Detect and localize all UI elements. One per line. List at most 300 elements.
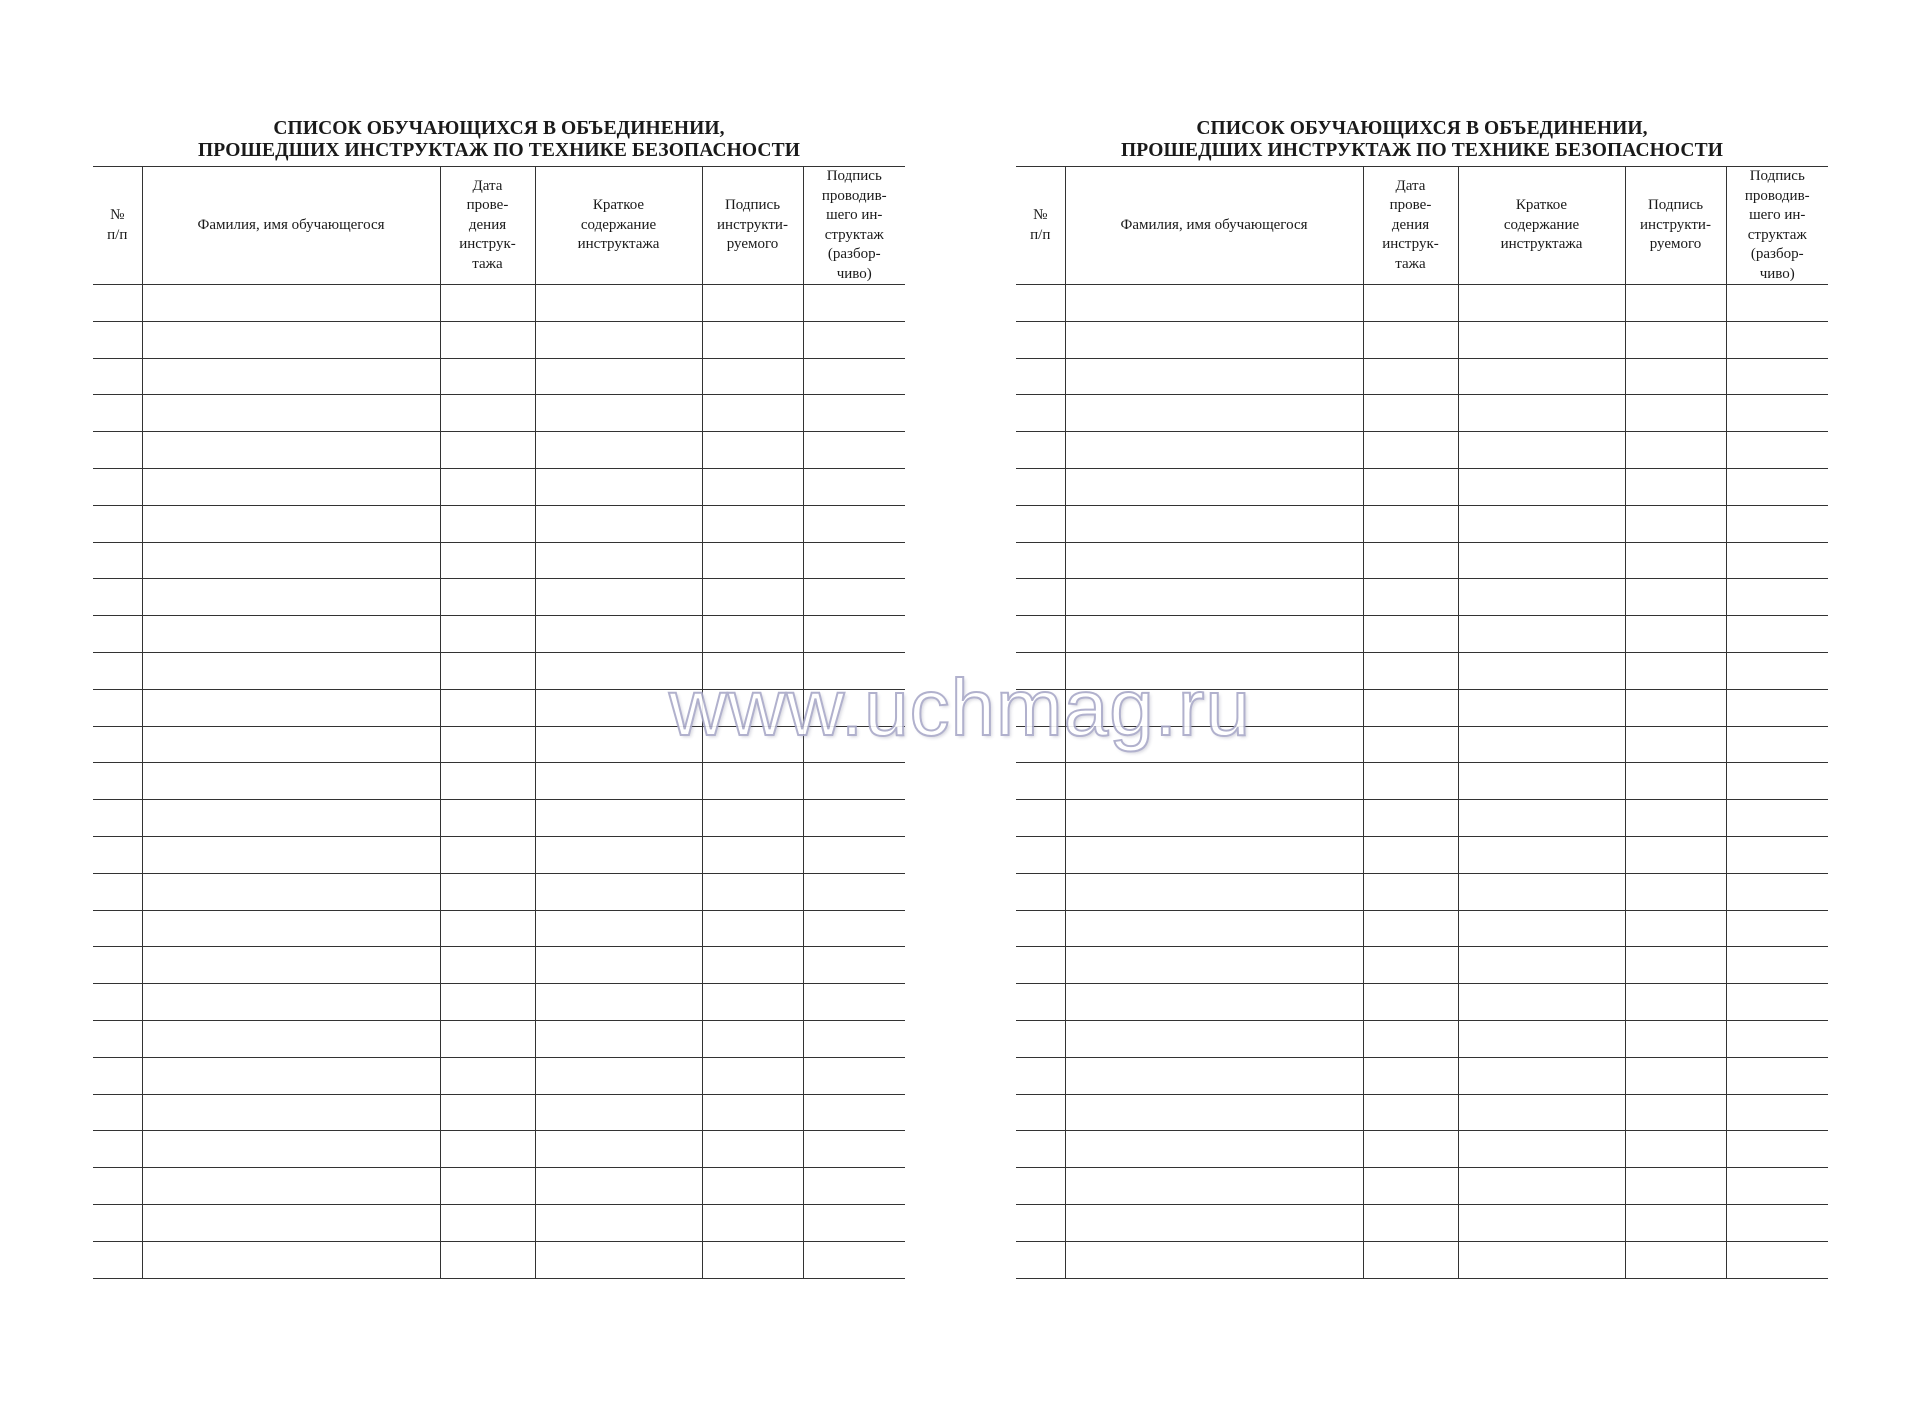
cell-name [142,432,440,469]
cell-name [142,836,440,873]
cell-instructor-sign [803,285,905,322]
cell-student-sign [1625,652,1726,689]
cell-num [93,763,142,800]
cell-name [1065,1241,1363,1278]
cell-student-sign [1625,910,1726,947]
cell-student-sign [1625,836,1726,873]
cell-student-sign [1625,1168,1726,1205]
cell-num [1016,579,1065,616]
cell-instructor-sign [803,542,905,579]
cell-num [93,652,142,689]
table-row [93,1094,905,1131]
cell-instructor-sign [803,836,905,873]
table-row [1016,432,1828,469]
cell-date [1363,321,1458,358]
table-row [93,468,905,505]
cell-instructor-sign [1726,910,1828,947]
cell-name [1065,689,1363,726]
cell-date [440,1057,535,1094]
cell-name [1065,984,1363,1021]
cell-num [1016,873,1065,910]
table-row [1016,689,1828,726]
cell-instructor-sign [803,432,905,469]
cell-date [1363,652,1458,689]
cell-content [1458,836,1625,873]
cell-num [93,910,142,947]
table-row [1016,947,1828,984]
cell-content [1458,579,1625,616]
cell-student-sign [1625,616,1726,653]
cell-num [93,1094,142,1131]
table-row [93,285,905,322]
cell-instructor-sign [803,726,905,763]
table-row [1016,836,1828,873]
cell-name [1065,1168,1363,1205]
header-content: Краткое содержание инструктажа [1458,167,1625,285]
table-body [93,285,905,1279]
cell-student-sign [702,395,803,432]
cell-date [1363,763,1458,800]
cell-name [1065,1131,1363,1168]
cell-date [440,689,535,726]
title-line-2: ПРОШЕДШИХ ИНСТРУКТАЖ ПО ТЕХНИКЕ БЕЗОПАСНОСТИ [198,140,800,161]
table-row [93,542,905,579]
table-row [93,432,905,469]
cell-student-sign [702,763,803,800]
cell-num [93,689,142,726]
table-row [1016,1057,1828,1094]
cell-content [535,947,702,984]
cell-student-sign [1625,1131,1726,1168]
header-student-sign: Подпись инструкти- руемого [1625,167,1726,285]
cell-content [1458,947,1625,984]
cell-instructor-sign [803,579,905,616]
cell-student-sign [702,616,803,653]
header-date: Дата прове- дения инструк- тажа [1363,167,1458,285]
cell-num [1016,836,1065,873]
cell-date [1363,432,1458,469]
cell-content [1458,1241,1625,1278]
cell-num [1016,689,1065,726]
header-name: Фамилия, имя обучающегося [142,167,440,285]
cell-num [1016,1020,1065,1057]
cell-date [1363,395,1458,432]
cell-instructor-sign [803,1094,905,1131]
cell-content [1458,1168,1625,1205]
cell-name [1065,763,1363,800]
table-row [93,652,905,689]
cell-instructor-sign [803,800,905,837]
cell-student-sign [702,285,803,322]
table-row [93,321,905,358]
cell-student-sign [702,947,803,984]
cell-instructor-sign [1726,1057,1828,1094]
cell-name [1065,726,1363,763]
cell-name [1065,285,1363,322]
cell-num [93,616,142,653]
table-row [1016,1204,1828,1241]
cell-instructor-sign [803,984,905,1021]
cell-date [440,468,535,505]
cell-num [93,1131,142,1168]
cell-instructor-sign [1726,800,1828,837]
cell-num [93,395,142,432]
cell-content [1458,1094,1625,1131]
cell-content [535,395,702,432]
cell-student-sign [1625,395,1726,432]
cell-name [142,652,440,689]
table-row [1016,579,1828,616]
cell-instructor-sign [1726,1168,1828,1205]
cell-name [1065,616,1363,653]
cell-instructor-sign [803,763,905,800]
cell-name [1065,432,1363,469]
cell-date [1363,505,1458,542]
cell-instructor-sign [1726,1241,1828,1278]
cell-num [93,505,142,542]
cell-num [1016,358,1065,395]
cell-content [535,910,702,947]
cell-num [1016,395,1065,432]
cell-instructor-sign [803,689,905,726]
page-title [1016,118,1828,162]
page-title [93,118,905,162]
cell-name [142,726,440,763]
cell-content [535,321,702,358]
cell-student-sign [702,542,803,579]
cell-instructor-sign [803,321,905,358]
cell-date [440,358,535,395]
cell-date [1363,1204,1458,1241]
cell-name [1065,468,1363,505]
cell-student-sign [702,358,803,395]
cell-content [1458,800,1625,837]
cell-name [1065,579,1363,616]
cell-name [142,1020,440,1057]
cell-date [1363,726,1458,763]
table-row [1016,652,1828,689]
cell-num [93,1204,142,1241]
cell-num [1016,1204,1065,1241]
cell-date [1363,285,1458,322]
header-num: № п/п [93,167,142,285]
cell-date [440,836,535,873]
cell-date [440,1094,535,1131]
cell-student-sign [1625,285,1726,322]
table-row [93,579,905,616]
cell-content [535,1094,702,1131]
header-instructor-sign: Подпись проводив- шего ин- структаж (разбор- чиво) [803,167,905,285]
cell-content [535,358,702,395]
table-row [1016,1241,1828,1278]
title-line-2: ПРОШЕДШИХ ИНСТРУКТАЖ ПО ТЕХНИКЕ БЕЗОПАСНОСТИ [1121,140,1723,161]
briefing-table [93,166,905,1279]
cell-content [535,1241,702,1278]
cell-num [93,542,142,579]
cell-instructor-sign [803,1204,905,1241]
cell-num [93,1241,142,1278]
cell-instructor-sign [803,505,905,542]
header-content: Краткое содержание инструктажа [535,167,702,285]
cell-name [142,468,440,505]
cell-content [1458,1204,1625,1241]
cell-instructor-sign [1726,836,1828,873]
cell-date [1363,1131,1458,1168]
cell-num [1016,726,1065,763]
cell-student-sign [1625,984,1726,1021]
table-row [93,1168,905,1205]
cell-name [1065,321,1363,358]
cell-date [440,321,535,358]
cell-name [142,1131,440,1168]
cell-date [1363,984,1458,1021]
cell-name [1065,947,1363,984]
cell-instructor-sign [1726,432,1828,469]
cell-name [142,1241,440,1278]
cell-student-sign [1625,873,1726,910]
cell-name [1065,1020,1363,1057]
cell-date [440,947,535,984]
table-row [93,505,905,542]
table-row [93,836,905,873]
cell-student-sign [702,1094,803,1131]
cell-date [1363,542,1458,579]
table-row [1016,616,1828,653]
cell-date [1363,800,1458,837]
header-num: № п/п [1016,167,1065,285]
table-row [1016,800,1828,837]
cell-student-sign [1625,1241,1726,1278]
cell-num [1016,1094,1065,1131]
cell-num [1016,542,1065,579]
cell-content [1458,1020,1625,1057]
cell-date [440,542,535,579]
cell-date [1363,1020,1458,1057]
table-row [93,984,905,1021]
cell-student-sign [1625,1094,1726,1131]
cell-content [1458,468,1625,505]
cell-instructor-sign [1726,873,1828,910]
cell-num [1016,432,1065,469]
cell-date [1363,1094,1458,1131]
header-name: Фамилия, имя обучающегося [1065,167,1363,285]
cell-instructor-sign [1726,579,1828,616]
cell-instructor-sign [1726,395,1828,432]
cell-num [93,984,142,1021]
cell-name [142,1057,440,1094]
cell-date [440,432,535,469]
cell-content [1458,285,1625,322]
cell-content [1458,1057,1625,1094]
cell-student-sign [702,1057,803,1094]
cell-student-sign [1625,763,1726,800]
cell-name [142,321,440,358]
cell-instructor-sign [1726,285,1828,322]
table-row [93,726,905,763]
watermark: www.uchmag.ru [668,663,1252,752]
cell-date [1363,836,1458,873]
left-page [93,118,905,1279]
cell-name [142,616,440,653]
cell-student-sign [702,505,803,542]
cell-num [1016,285,1065,322]
cell-content [1458,910,1625,947]
table-row [93,1204,905,1241]
cell-instructor-sign [1726,1131,1828,1168]
cell-name [142,910,440,947]
table-row [1016,726,1828,763]
table-row [93,910,905,947]
cell-content [1458,321,1625,358]
cell-instructor-sign [803,616,905,653]
cell-name [1065,1057,1363,1094]
cell-name [1065,836,1363,873]
cell-name [142,579,440,616]
cell-student-sign [1625,542,1726,579]
table-row [1016,984,1828,1021]
cell-student-sign [702,1204,803,1241]
cell-date [440,395,535,432]
table-row [93,1241,905,1278]
table-row [1016,1094,1828,1131]
cell-name [142,542,440,579]
cell-instructor-sign [803,910,905,947]
cell-name [142,763,440,800]
cell-num [93,358,142,395]
table-row [93,947,905,984]
cell-date [1363,1057,1458,1094]
cell-instructor-sign [803,1057,905,1094]
cell-content [1458,616,1625,653]
cell-instructor-sign [803,468,905,505]
cell-content [535,1168,702,1205]
cell-name [142,984,440,1021]
cell-content [535,1131,702,1168]
cell-student-sign [702,432,803,469]
table-row [1016,910,1828,947]
cell-instructor-sign [1726,1204,1828,1241]
cell-num [93,432,142,469]
cell-name [142,800,440,837]
cell-student-sign [1625,689,1726,726]
title-line-1: СПИСОК ОБУЧАЮЩИХСЯ В ОБЪЕДИНЕНИИ, [1196,118,1648,139]
cell-student-sign [702,1020,803,1057]
cell-instructor-sign [803,873,905,910]
cell-student-sign [1625,505,1726,542]
cell-date [440,616,535,653]
cell-student-sign [1625,358,1726,395]
cell-student-sign [702,1241,803,1278]
table-row [1016,505,1828,542]
cell-content [1458,689,1625,726]
cell-student-sign [1625,1057,1726,1094]
cell-date [1363,358,1458,395]
cell-student-sign [702,579,803,616]
cell-instructor-sign [1726,1094,1828,1131]
cell-date [1363,579,1458,616]
cell-student-sign [702,873,803,910]
cell-num [1016,1168,1065,1205]
cell-num [1016,800,1065,837]
cell-date [1363,1168,1458,1205]
cell-num [1016,1241,1065,1278]
cell-date [1363,910,1458,947]
cell-name [142,947,440,984]
cell-num [93,800,142,837]
table-row [93,800,905,837]
cell-name [1065,505,1363,542]
cell-date [1363,1241,1458,1278]
cell-instructor-sign [1726,947,1828,984]
cell-content [1458,505,1625,542]
cell-num [93,285,142,322]
cell-instructor-sign [1726,652,1828,689]
cell-date [440,1131,535,1168]
table-row [1016,321,1828,358]
cell-content [535,836,702,873]
cell-student-sign [702,836,803,873]
cell-name [142,285,440,322]
cell-content [1458,726,1625,763]
table-row [93,873,905,910]
cell-name [1065,652,1363,689]
cell-content [1458,652,1625,689]
cell-content [1458,358,1625,395]
cell-instructor-sign [803,1168,905,1205]
cell-instructor-sign [1726,358,1828,395]
cell-num [1016,947,1065,984]
cell-name [142,1168,440,1205]
cell-name [1065,1094,1363,1131]
cell-content [535,984,702,1021]
table-row [1016,395,1828,432]
cell-instructor-sign [803,358,905,395]
cell-instructor-sign [803,947,905,984]
cell-num [1016,652,1065,689]
table-header-row [1016,167,1828,285]
cell-num [1016,468,1065,505]
cell-num [1016,1057,1065,1094]
cell-student-sign [702,468,803,505]
cell-content [535,432,702,469]
cell-date [440,726,535,763]
cell-date [440,984,535,1021]
cell-student-sign [702,984,803,1021]
cell-date [440,1241,535,1278]
cell-num [93,947,142,984]
table-row [1016,763,1828,800]
table-row [1016,285,1828,322]
cell-student-sign [1625,321,1726,358]
cell-date [1363,468,1458,505]
cell-content [535,579,702,616]
cell-student-sign [702,321,803,358]
cell-date [440,800,535,837]
cell-student-sign [1625,800,1726,837]
cell-instructor-sign [803,1241,905,1278]
cell-instructor-sign [1726,763,1828,800]
cell-content [535,800,702,837]
cell-instructor-sign [803,1131,905,1168]
cell-content [535,652,702,689]
cell-num [93,1168,142,1205]
cell-name [1065,800,1363,837]
cell-name [142,689,440,726]
cell-name [142,505,440,542]
cell-num [1016,505,1065,542]
cell-name [1065,542,1363,579]
cell-instructor-sign [1726,542,1828,579]
